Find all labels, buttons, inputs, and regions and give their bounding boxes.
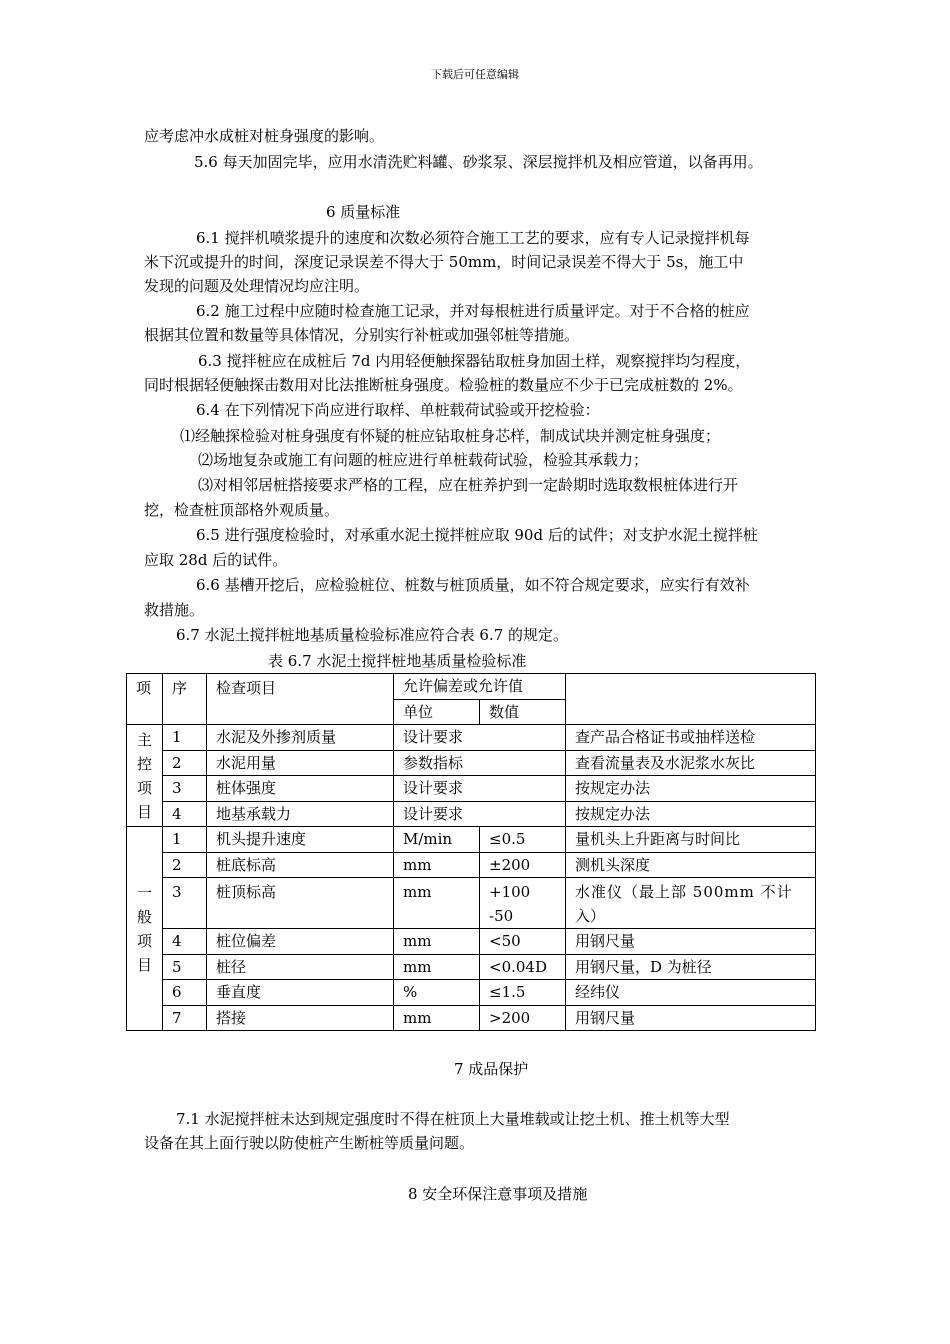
cell-item: 搭接 bbox=[207, 1005, 394, 1031]
cell-seq: 2 bbox=[163, 750, 207, 776]
cell-seq: 3 bbox=[163, 776, 207, 802]
cell-unit: mm bbox=[394, 929, 480, 955]
table-row bbox=[127, 954, 816, 980]
cell-method: 经纬仪 bbox=[566, 980, 816, 1006]
cell-value: <0.04D bbox=[480, 954, 566, 980]
cell-item: 水泥用量 bbox=[207, 750, 394, 776]
cell-method: 查产品合格证书或抽样送检 bbox=[566, 725, 816, 751]
paragraph-line: 6.1 搅拌机喷浆提升的速度和次数必须符合施工工艺的要求，应有专人记录搅拌机每 bbox=[196, 229, 750, 247]
paragraph-line: 发现的问题及处理情况均应注明。 bbox=[144, 277, 370, 295]
cell-unit: mm bbox=[394, 852, 480, 878]
paragraph-line: 应考虑冲水成桩对桩身强度的影响。 bbox=[144, 127, 385, 145]
paragraph-line: 5.6 每天加固完毕，应用水清洗贮料罐、砂浆泵、深层搅拌机及相应管道，以备再用。 bbox=[194, 153, 763, 171]
paragraph-line: 米下沉或提升的时间，深度记录误差不得大于 50mm，时间记录误差不得大于 5s，施工中 bbox=[144, 253, 744, 271]
paragraph-line: 6.4 在下列情况下尚应进行取样、单桩载荷试验或开挖检验： bbox=[196, 401, 600, 419]
header-cell-allow: 允许偏差或允许值 bbox=[394, 674, 566, 700]
header-cell-method bbox=[566, 674, 816, 725]
paragraph-line: 6.5 进行强度检验时，对承重水泥土搅拌桩应取 90d 后的试件；对支护水泥土搅拌桩 bbox=[196, 526, 758, 544]
cell-value: +100 -50 bbox=[480, 878, 566, 929]
cell-seq: 1 bbox=[163, 725, 207, 751]
paragraph-line: 6.7 水泥土搅拌桩地基质量检验标准应符合表 6.7 的规定。 bbox=[176, 626, 569, 644]
table-row bbox=[127, 852, 816, 878]
cell-value: ≤0.5 bbox=[480, 827, 566, 853]
cell-method: 测机头深度 bbox=[566, 852, 816, 878]
cell-item: 机头提升速度 bbox=[207, 827, 394, 853]
cell-allowance: 设计要求 bbox=[394, 801, 566, 827]
header-cell-unit: 单位 bbox=[394, 699, 480, 725]
cell-allowance: 参数指标 bbox=[394, 750, 566, 776]
paragraph-line: 6.3 搅拌桩应在成桩后 7d 内用轻便触探器钻取桩身加固土样，观察搅拌均匀程度， bbox=[198, 352, 751, 370]
table-row bbox=[127, 929, 816, 955]
paragraph-line: ⑵场地复杂或施工有问题的桩应进行单桩载荷试验，检验其承载力； bbox=[198, 451, 649, 469]
cell-value: >200 bbox=[480, 1005, 566, 1031]
cell-item: 水泥及外掺剂质量 bbox=[207, 725, 394, 751]
cell-value: <50 bbox=[480, 929, 566, 955]
table-row bbox=[127, 776, 816, 802]
cell-method: 按规定办法 bbox=[566, 776, 816, 802]
paragraph-line: 挖，检查桩顶部格外观质量。 bbox=[144, 501, 340, 519]
table-row bbox=[127, 878, 816, 929]
cell-method: 查看流量表及水泥浆水灰比 bbox=[566, 750, 816, 776]
cell-method: 水准仪（最上部 500mm 不计 入） bbox=[566, 878, 816, 929]
header-cell-value: 数值 bbox=[480, 699, 566, 725]
header-cell-check: 检查项目 bbox=[207, 674, 394, 725]
cell-method: 用钢尺量 bbox=[566, 929, 816, 955]
table-row bbox=[127, 801, 816, 827]
page-header: 下载后可任意编辑 bbox=[431, 68, 519, 81]
section-heading: 8 安全环保注意事项及措施 bbox=[408, 1185, 588, 1203]
paragraph-line: 6.6 基槽开挖后，应检验桩位、桩数与桩顶质量，如不符合规定要求，应实行有效补 bbox=[196, 576, 750, 594]
cell-item: 桩径 bbox=[207, 954, 394, 980]
paragraph-line: 应取 28d 后的试件。 bbox=[144, 551, 288, 569]
group-main-control: 主 控 项 目 bbox=[127, 725, 163, 827]
paragraph-line: ⑶对相邻居桩搭接要求严格的工程，应在桩养护到一定龄期时选取数根桩体进行开 bbox=[198, 476, 739, 494]
cell-allowance: 设计要求 bbox=[394, 725, 566, 751]
cell-unit: mm bbox=[394, 878, 480, 929]
cell-seq: 7 bbox=[163, 1005, 207, 1031]
cell-method: 用钢尺量，D 为桩径 bbox=[566, 954, 816, 980]
paragraph-line: 同时根据轻便触探击数用对比法推断桩身强度。检验桩的数量应不少于已完成桩数的 2%。 bbox=[144, 376, 743, 394]
table-caption: 表 6.7 水泥土搅拌桩地基质量检验标准 bbox=[268, 652, 527, 670]
cell-unit: M/min bbox=[394, 827, 480, 853]
cell-unit: mm bbox=[394, 1005, 480, 1031]
table-header-row bbox=[127, 674, 816, 700]
quality-standard-table bbox=[126, 673, 816, 1031]
cell-seq: 2 bbox=[163, 852, 207, 878]
cell-item: 桩底标高 bbox=[207, 852, 394, 878]
cell-item: 地基承载力 bbox=[207, 801, 394, 827]
cell-method: 用钢尺量 bbox=[566, 1005, 816, 1031]
paragraph-line: 救措施。 bbox=[144, 601, 205, 619]
cell-seq: 1 bbox=[163, 827, 207, 853]
table-row bbox=[127, 725, 816, 751]
table-row bbox=[127, 750, 816, 776]
cell-seq: 4 bbox=[163, 929, 207, 955]
section-heading: 7 成品保护 bbox=[454, 1060, 529, 1078]
paragraph-line: 根据其位置和数量等具体情况，分别实行补桩或加强邻桩等措施。 bbox=[144, 326, 580, 344]
cell-unit: % bbox=[394, 980, 480, 1006]
header-cell-seq: 序 bbox=[163, 674, 207, 725]
group-general: 一 般 项 目 bbox=[127, 827, 163, 1031]
table-row bbox=[127, 980, 816, 1006]
header-cell-item: 项 bbox=[127, 674, 163, 725]
cell-unit: mm bbox=[394, 954, 480, 980]
cell-seq: 3 bbox=[163, 878, 207, 929]
cell-item: 桩体强度 bbox=[207, 776, 394, 802]
cell-seq: 5 bbox=[163, 954, 207, 980]
table-row bbox=[127, 1005, 816, 1031]
section-heading: 6 质量标准 bbox=[326, 203, 401, 221]
table-row bbox=[127, 827, 816, 853]
cell-seq: 4 bbox=[163, 801, 207, 827]
cell-allowance: 设计要求 bbox=[394, 776, 566, 802]
cell-item: 桩位偏差 bbox=[207, 929, 394, 955]
paragraph-line: 6.2 施工过程中应随时检查施工记录，并对每根桩进行质量评定。对于不合格的桩应 bbox=[196, 302, 750, 320]
cell-value: ±200 bbox=[480, 852, 566, 878]
cell-item: 桩顶标高 bbox=[207, 878, 394, 929]
cell-method: 量机头上升距离与时间比 bbox=[566, 827, 816, 853]
cell-seq: 6 bbox=[163, 980, 207, 1006]
paragraph-line: ⑴经触探检验对桩身强度有怀疑的桩应钻取桩身芯样，制成试块并测定桩身强度； bbox=[180, 427, 721, 445]
paragraph-line: 7.1 水泥搅拌桩未达到规定强度时不得在桩顶上大量堆载或让挖土机、推土机等大型 bbox=[176, 1110, 730, 1128]
cell-method: 按规定办法 bbox=[566, 801, 816, 827]
paragraph-line: 设备在其上面行驶以防使桩产生断桩等质量问题。 bbox=[144, 1134, 475, 1152]
cell-item: 垂直度 bbox=[207, 980, 394, 1006]
cell-value: ≤1.5 bbox=[480, 980, 566, 1006]
